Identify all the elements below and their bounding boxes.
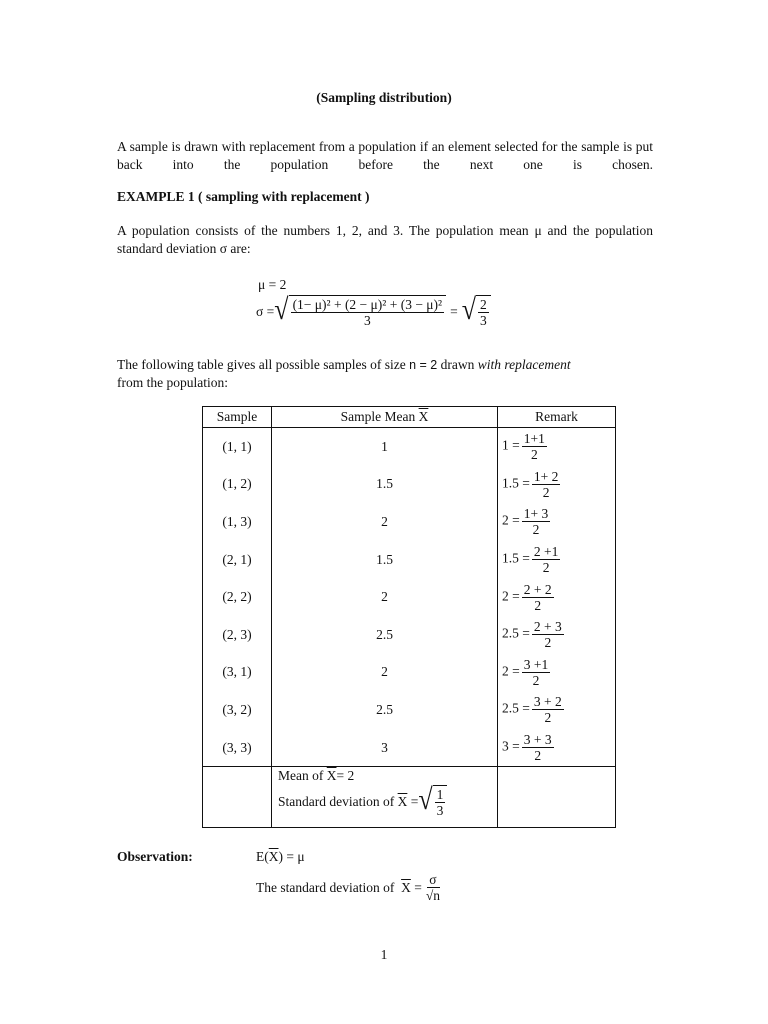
sample-column — [203, 428, 272, 767]
population-paragraph: A population consists of the numbers 1, 2, and 3. The population mean μ and the population standard deviation σ are: — [117, 223, 653, 256]
mean-cell: 2.5 — [376, 701, 393, 717]
observation-label: Observation: — [117, 849, 193, 864]
sample-cell: (1, 1) — [222, 438, 252, 454]
remark-cell: 2 = $\frac{2 + 2}{2}$ — [502, 581, 552, 613]
summary-mean: Mean of $\overline{X}= 2$ — [278, 768, 355, 784]
observation-expectation: $E(\overline{X}) = \mu$ — [256, 849, 305, 864]
example-heading: EXAMPLE 1 ( sampling with replacement ) — [117, 189, 370, 204]
remark-cell: 1.5 = $\frac{1+ 2}{2}$ — [502, 468, 559, 500]
table-intro-n: n = 2 — [409, 358, 438, 372]
remark-cell: 2 = $\frac{1+ 3}{2}$ — [502, 506, 549, 538]
sigma-lhs: σ = — [256, 303, 275, 319]
table-intro-c: from the population: — [117, 375, 228, 390]
summary-empty-left — [203, 767, 272, 828]
mu-equation: μ = 2 — [258, 277, 287, 292]
mean-cell: 2.5 — [376, 626, 393, 642]
mean-cell: 1 — [381, 438, 388, 454]
table-intro-a: The following table gives all possible samples of size — [117, 357, 406, 372]
sigma-result-num: 2 — [480, 297, 487, 312]
remark-cell: 1.5 = $\frac{2 +1}{2}$ — [502, 544, 559, 576]
header-remark: Remark — [498, 407, 616, 428]
mean-cell: 3 — [381, 739, 388, 755]
mean-column — [272, 428, 498, 767]
observation-sd: The standard deviation of $\overline{X}$ = $\frac{\sigma}{√n}$ — [256, 872, 441, 903]
header-xbar: $\overline{X}$ — [418, 409, 429, 424]
sample-cell: (3, 3) — [222, 739, 252, 755]
remark-cell: 3 = $\frac{3 + 3}{2}$ — [502, 732, 552, 764]
sigma-numerator: (1− μ)² + (2 − μ)² + (3 − μ)² — [292, 297, 443, 312]
sample-cell: (3, 2) — [222, 701, 252, 717]
remark-cell: 2 = $\frac{3 +1}{2}$ — [502, 656, 549, 688]
header-sample-mean — [272, 407, 498, 428]
summary-cell — [272, 767, 498, 828]
table-intro-b: drawn — [440, 357, 475, 372]
sigma-result-den: 3 — [480, 313, 487, 328]
mean-cell: 2 — [381, 589, 388, 605]
sigma-equation: σ = √ $\frac{\text{(1− μ)² + (2 − μ)² + (3 − μ)²}}{3}$ = √ $\frac{2}{3}$ — [256, 295, 491, 328]
remark-column — [498, 428, 616, 767]
sample-cell: (1, 3) — [222, 513, 252, 529]
mean-cell: 1.5 — [376, 476, 393, 492]
mean-cell: 2 — [381, 664, 388, 680]
remark-cell: 1 = $\frac{1+1}{2}$ — [502, 431, 545, 463]
samples-table — [202, 406, 616, 828]
sample-cell: (1, 2) — [222, 476, 252, 492]
sigma-denominator: 3 — [363, 313, 371, 328]
remark-cell: 2.5 = $\frac{3 + 2}{2}$ — [502, 694, 562, 726]
page-title: (Sampling distribution) — [316, 90, 452, 105]
page-number: 1 — [380, 947, 388, 962]
sigma-result-sqrt: √ $\frac{2}{3}$ — [462, 295, 491, 328]
sample-cell: (2, 1) — [222, 551, 252, 567]
intro-paragraph: A sample is drawn with replacement from a population if an element selected for the sample is put back into the population before the next one is chosen. — [117, 139, 653, 172]
header-sample: Sample — [203, 407, 272, 428]
sigma-sqrt: √ $\frac{\text{(1− μ)² + (2 − μ)² + (3 − μ)²}}{3}$ — [274, 295, 446, 328]
sample-cell: (2, 3) — [222, 626, 252, 642]
mean-cell: 2 — [381, 513, 388, 529]
sample-cell: (2, 2) — [222, 589, 252, 605]
table-intro — [117, 356, 653, 392]
summary-empty-right — [498, 767, 616, 828]
sample-cell: (3, 1) — [222, 664, 252, 680]
table-intro-em: with replacement — [477, 357, 571, 372]
mean-cell: 1.5 — [376, 551, 393, 567]
header-sample-mean-label: Sample Mean — [340, 409, 416, 424]
summary-sd: Standard deviation of $\overline{X}$ = √ $\frac{1}{3}$ — [278, 785, 497, 818]
remark-cell: 2.5 = $\frac{2 + 3}{2}$ — [502, 619, 562, 651]
